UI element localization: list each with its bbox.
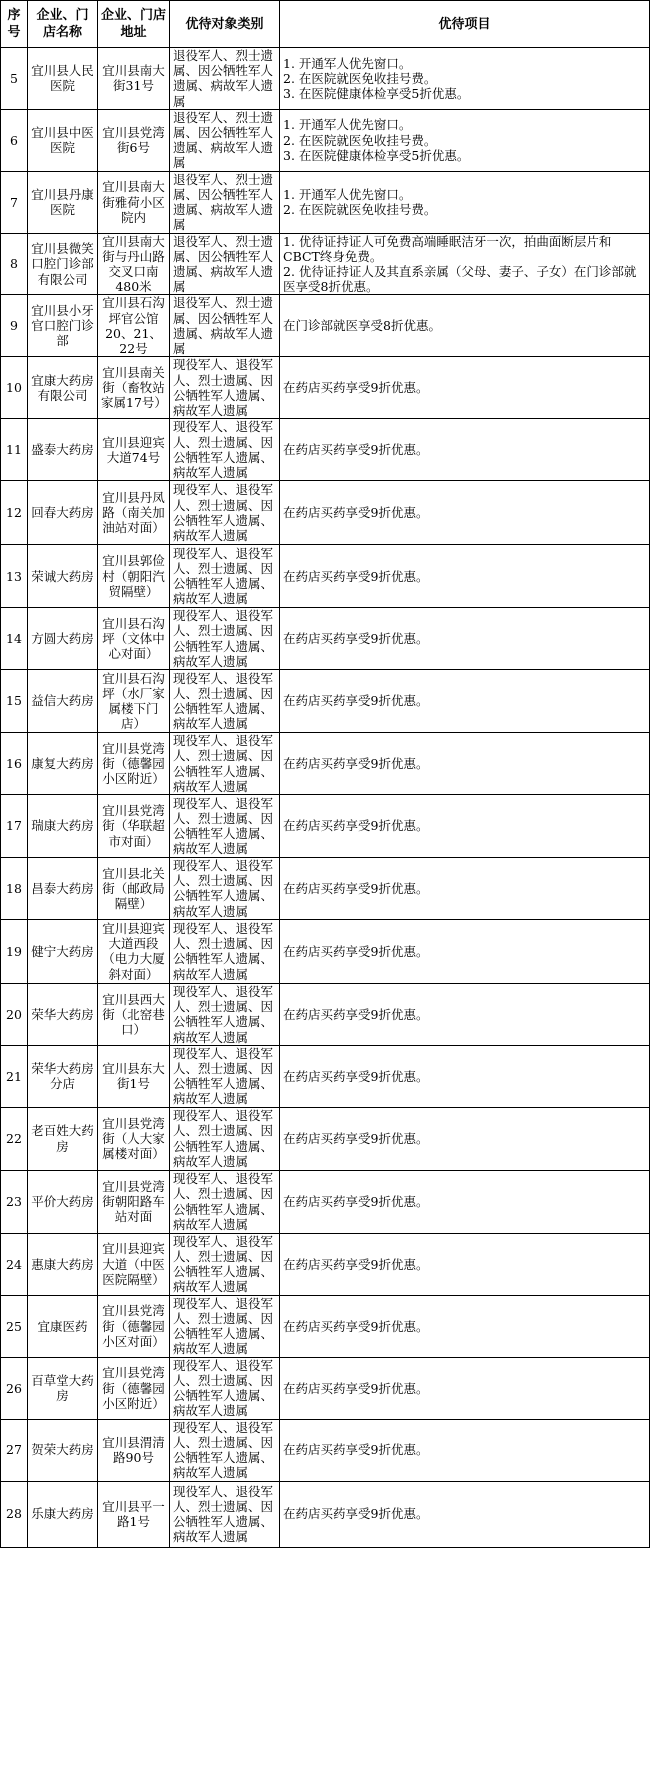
table-row (1, 419, 650, 481)
store-name: 平价大药房 (28, 1170, 98, 1233)
row-number: 28 (1, 1481, 28, 1547)
row-number: 15 (1, 670, 28, 733)
row-number: 27 (1, 1419, 28, 1481)
store-name: 荣诚大药房 (28, 545, 98, 608)
perk-list (280, 733, 650, 795)
table-row (1, 733, 650, 795)
store-address: 宜川县党湾街6号 (98, 109, 170, 171)
perk-list (280, 983, 650, 1045)
store-address: 宜川县迎宾大道74号 (98, 419, 170, 481)
store-name: 宜康医药 (28, 1295, 98, 1357)
header-target: 优待对象类别 (170, 1, 280, 48)
table-header-row (1, 1, 650, 48)
perk-list (280, 1295, 650, 1357)
target-category: 现役军人、退役军人、烈士遗属、因公牺牲军人遗属、病故军人遗属 (170, 357, 280, 419)
store-address: 宜川县党湾街（德馨园小区对面） (98, 1295, 170, 1357)
row-number: 9 (1, 295, 28, 357)
target-category: 现役军人、退役军人、烈士遗属、因公牺牲军人遗属、病故军人遗属 (170, 795, 280, 858)
target-category: 现役军人、退役军人、烈士遗属、因公牺牲军人遗属、病故军人遗属 (170, 1170, 280, 1233)
target-category: 退役军人、烈士遗属、因公牺牲军人遗属、病故军人遗属 (170, 109, 280, 171)
store-name: 宜川县人民医院 (28, 48, 98, 110)
store-address: 宜川县石沟坪官公馆20、21、22号 (98, 295, 170, 357)
header-name: 企业、门店名称 (28, 1, 98, 48)
perk-item: 在药店买药享受9折优惠。 (283, 943, 429, 959)
store-name: 方圆大药房 (28, 608, 98, 670)
perk-list (280, 1233, 650, 1295)
perk-item: 在药店买药享受9折优惠。 (283, 1318, 429, 1334)
row-number: 7 (1, 171, 28, 233)
perk-list (280, 1107, 650, 1170)
target-category: 退役军人、烈士遗属、因公牺牲军人遗属、病故军人遗属 (170, 233, 280, 295)
perk-list (280, 1357, 650, 1419)
perk-item: 在药店买药享受9折优惠。 (283, 1442, 429, 1458)
perk-list (280, 1481, 650, 1547)
row-number: 26 (1, 1357, 28, 1419)
target-category: 现役军人、退役军人、烈士遗属、因公牺牲军人遗属、病故军人遗属 (170, 670, 280, 733)
perk-item: 3. 在医院健康体检享受5折优惠。 (283, 86, 470, 101)
row-number: 20 (1, 983, 28, 1045)
store-name: 回春大药房 (28, 481, 98, 545)
table-row (1, 919, 650, 983)
perk-list (280, 545, 650, 608)
target-category: 现役军人、退役军人、烈士遗属、因公牺牲军人遗属、病故军人遗属 (170, 1107, 280, 1170)
perk-item: 在药店买药享受9折优惠。 (283, 755, 429, 771)
perk-list (280, 295, 650, 357)
perk-item: 1. 优待证持证人可免费高端睡眠洁牙一次，拍曲面断层片和CBCT终身免费。 (283, 233, 612, 264)
store-name: 乐康大药房 (28, 1481, 98, 1547)
table-row (1, 48, 650, 110)
row-number: 17 (1, 795, 28, 858)
perk-list (280, 608, 650, 670)
store-address: 宜川县北关街（邮政局隔壁） (98, 858, 170, 920)
table-row (1, 357, 650, 419)
target-category: 现役军人、退役军人、烈士遗属、因公牺牲军人遗属、病故军人遗属 (170, 1357, 280, 1419)
store-address: 宜川县迎宾大道西段（电力大厦斜对面） (98, 919, 170, 983)
row-number: 11 (1, 419, 28, 481)
store-address: 宜川县石沟坪（水厂家属楼下门店） (98, 670, 170, 733)
perk-list (280, 171, 650, 233)
store-name: 盛泰大药房 (28, 419, 98, 481)
perk-list (280, 1419, 650, 1481)
perk-item: 在药店买药享受9折优惠。 (283, 1256, 429, 1272)
perk-list (280, 419, 650, 481)
target-category: 现役军人、退役军人、烈士遗属、因公牺牲军人遗属、病故军人遗属 (170, 545, 280, 608)
store-address: 宜川县党湾街（华联超市对面） (98, 795, 170, 858)
store-name: 荣华大药房 (28, 983, 98, 1045)
table-row (1, 1233, 650, 1295)
row-number: 25 (1, 1295, 28, 1357)
store-address: 宜川县党湾街朝阳路车站对面 (98, 1170, 170, 1233)
table-row (1, 171, 650, 233)
row-number: 12 (1, 481, 28, 545)
row-number: 10 (1, 357, 28, 419)
row-number: 14 (1, 608, 28, 670)
row-number: 8 (1, 233, 28, 295)
perk-item: 1. 开通军人优先窗口。 (283, 186, 412, 202)
perk-item: 在药店买药享受9折优惠。 (283, 818, 429, 834)
row-number: 13 (1, 545, 28, 608)
perk-item: 在药店买药享受9折优惠。 (283, 505, 429, 521)
perk-list (280, 233, 650, 295)
target-category: 现役军人、退役军人、烈士遗属、因公牺牲军人遗属、病故军人遗属 (170, 1419, 280, 1481)
target-category: 现役军人、退役军人、烈士遗属、因公牺牲军人遗属、病故军人遗属 (170, 858, 280, 920)
store-address: 宜川县西大街（北窑巷口） (98, 983, 170, 1045)
perk-item: 在药店买药享受9折优惠。 (283, 1131, 429, 1147)
target-category: 现役军人、退役军人、烈士遗属、因公牺牲军人遗属、病故军人遗属 (170, 1045, 280, 1107)
store-name: 宜川县小牙官口腔门诊部 (28, 295, 98, 357)
header-no: 序号 (1, 1, 28, 48)
target-category: 现役军人、退役军人、烈士遗属、因公牺牲军人遗属、病故军人遗属 (170, 481, 280, 545)
store-address: 宜川县南关街（畜牧站家属17号） (98, 357, 170, 419)
perk-list (280, 1170, 650, 1233)
store-address: 宜川县党湾街（人大家属楼对面） (98, 1107, 170, 1170)
row-number: 6 (1, 109, 28, 171)
target-category: 现役军人、退役军人、烈士遗属、因公牺牲军人遗属、病故军人遗属 (170, 1233, 280, 1295)
table-row (1, 233, 650, 295)
table-row (1, 795, 650, 858)
perk-item: 在药店买药享受9折优惠。 (283, 631, 429, 647)
perk-list (280, 1045, 650, 1107)
header-perks: 优待项目 (280, 1, 650, 48)
table-row (1, 1357, 650, 1419)
store-name: 惠康大药房 (28, 1233, 98, 1295)
perk-item: 3. 在医院健康体检享受5折优惠。 (283, 147, 470, 163)
store-address: 宜川县南大街雅荷小区院内 (98, 171, 170, 233)
row-number: 5 (1, 48, 28, 110)
row-number: 22 (1, 1107, 28, 1170)
target-category: 退役军人、烈士遗属、因公牺牲军人遗属、病故军人遗属 (170, 295, 280, 357)
target-category: 现役军人、退役军人、烈士遗属、因公牺牲军人遗属、病故军人遗属 (170, 419, 280, 481)
store-name: 健宁大药房 (28, 919, 98, 983)
store-address: 宜川县丹凤路（南关加油站对面） (98, 481, 170, 545)
table-row (1, 1419, 650, 1481)
store-address: 宜川县南大街与丹山路交叉口南480米 (98, 233, 170, 295)
store-name: 宜川县丹康医院 (28, 171, 98, 233)
target-category: 现役军人、退役军人、烈士遗属、因公牺牲军人遗属、病故军人遗属 (170, 1481, 280, 1547)
perk-list (280, 919, 650, 983)
perk-item: 2. 在医院就医免收挂号费。 (283, 70, 437, 86)
table-row (1, 983, 650, 1045)
table-row (1, 295, 650, 357)
store-name: 宜康大药房有限公司 (28, 357, 98, 419)
perk-list (280, 109, 650, 171)
perk-item: 1. 开通军人优先窗口。 (283, 117, 412, 133)
target-category: 退役军人、烈士遗属、因公牺牲军人遗属、病故军人遗属 (170, 171, 280, 233)
table-row (1, 1295, 650, 1357)
perk-item: 在门诊部就医享受8折优惠。 (283, 318, 441, 334)
table-row (1, 1107, 650, 1170)
store-name: 百草堂大药房 (28, 1357, 98, 1419)
store-address: 宜川县平一路1号 (98, 1481, 170, 1547)
store-address: 宜川县党湾街（德馨园小区附近） (98, 733, 170, 795)
perk-list (280, 48, 650, 110)
perk-item: 在药店买药享受9折优惠。 (283, 693, 429, 709)
store-name: 老百姓大药房 (28, 1107, 98, 1170)
table-row (1, 858, 650, 920)
table-row (1, 1481, 650, 1547)
row-number: 16 (1, 733, 28, 795)
store-name: 昌泰大药房 (28, 858, 98, 920)
target-category: 现役军人、退役军人、烈士遗属、因公牺牲军人遗属、病故军人遗属 (170, 983, 280, 1045)
perk-item: 在药店买药享受9折优惠。 (283, 1006, 429, 1022)
store-address: 宜川县党湾街（德馨园小区附近） (98, 1357, 170, 1419)
target-category: 现役军人、退役军人、烈士遗属、因公牺牲军人遗属、病故军人遗属 (170, 608, 280, 670)
perk-item: 在药店买药享受9折优惠。 (283, 1194, 429, 1210)
table-row (1, 481, 650, 545)
perk-list (280, 357, 650, 419)
perk-list (280, 858, 650, 920)
table-row (1, 109, 650, 171)
row-number: 23 (1, 1170, 28, 1233)
perk-item: 2. 在医院就医免收挂号费。 (283, 202, 437, 218)
store-name: 益信大药房 (28, 670, 98, 733)
store-address: 宜川县东大街1号 (98, 1045, 170, 1107)
store-name: 康复大药房 (28, 733, 98, 795)
store-name: 贺荣大药房 (28, 1419, 98, 1481)
row-number: 18 (1, 858, 28, 920)
store-address: 宜川县渭清路90号 (98, 1419, 170, 1481)
perk-list (280, 481, 650, 545)
header-address: 企业、门店地址 (98, 1, 170, 48)
table-body (1, 48, 650, 1548)
store-name: 宜川县中医医院 (28, 109, 98, 171)
perk-item: 在药店买药享受9折优惠。 (283, 568, 429, 584)
table-row (1, 608, 650, 670)
perk-item: 在药店买药享受9折优惠。 (283, 880, 429, 896)
store-name: 瑞康大药房 (28, 795, 98, 858)
perk-item: 2. 优待证持证人及其直系亲属（父母、妻子、子女）在门诊部就医享受8折优惠。 (283, 264, 637, 295)
table-row (1, 1045, 650, 1107)
perk-item: 在药店买药享受9折优惠。 (283, 442, 429, 458)
perk-item: 1. 开通军人优先窗口。 (283, 55, 412, 71)
table-row (1, 670, 650, 733)
row-number: 19 (1, 919, 28, 983)
table-row (1, 1170, 650, 1233)
perk-item: 在药店买药享受9折优惠。 (283, 1380, 429, 1396)
perk-list (280, 670, 650, 733)
target-category: 现役军人、退役军人、烈士遗属、因公牺牲军人遗属、病故军人遗属 (170, 1295, 280, 1357)
perk-item: 2. 在医院就医免收挂号费。 (283, 132, 437, 148)
store-address: 宜川县郭俭村（朝阳汽贸隔壁） (98, 545, 170, 608)
perk-item: 在药店买药享受9折优惠。 (283, 1068, 429, 1084)
store-address: 宜川县南大街31号 (98, 48, 170, 110)
perk-item: 在药店买药享受9折优惠。 (283, 380, 429, 396)
perk-item: 在药店买药享受9折优惠。 (283, 1506, 429, 1522)
row-number: 21 (1, 1045, 28, 1107)
target-category: 退役军人、烈士遗属、因公牺牲军人遗属、病故军人遗属 (170, 48, 280, 110)
store-name: 荣华大药房分店 (28, 1045, 98, 1107)
target-category: 现役军人、退役军人、烈士遗属、因公牺牲军人遗属、病故军人遗属 (170, 733, 280, 795)
store-name: 宜川县微笑口腔门诊部有限公司 (28, 233, 98, 295)
perk-list (280, 795, 650, 858)
row-number: 24 (1, 1233, 28, 1295)
table-row (1, 545, 650, 608)
target-category: 现役军人、退役军人、烈士遗属、因公牺牲军人遗属、病故军人遗属 (170, 919, 280, 983)
store-address: 宜川县迎宾大道（中医医院隔壁） (98, 1233, 170, 1295)
store-address: 宜川县石沟坪（文体中心对面） (98, 608, 170, 670)
